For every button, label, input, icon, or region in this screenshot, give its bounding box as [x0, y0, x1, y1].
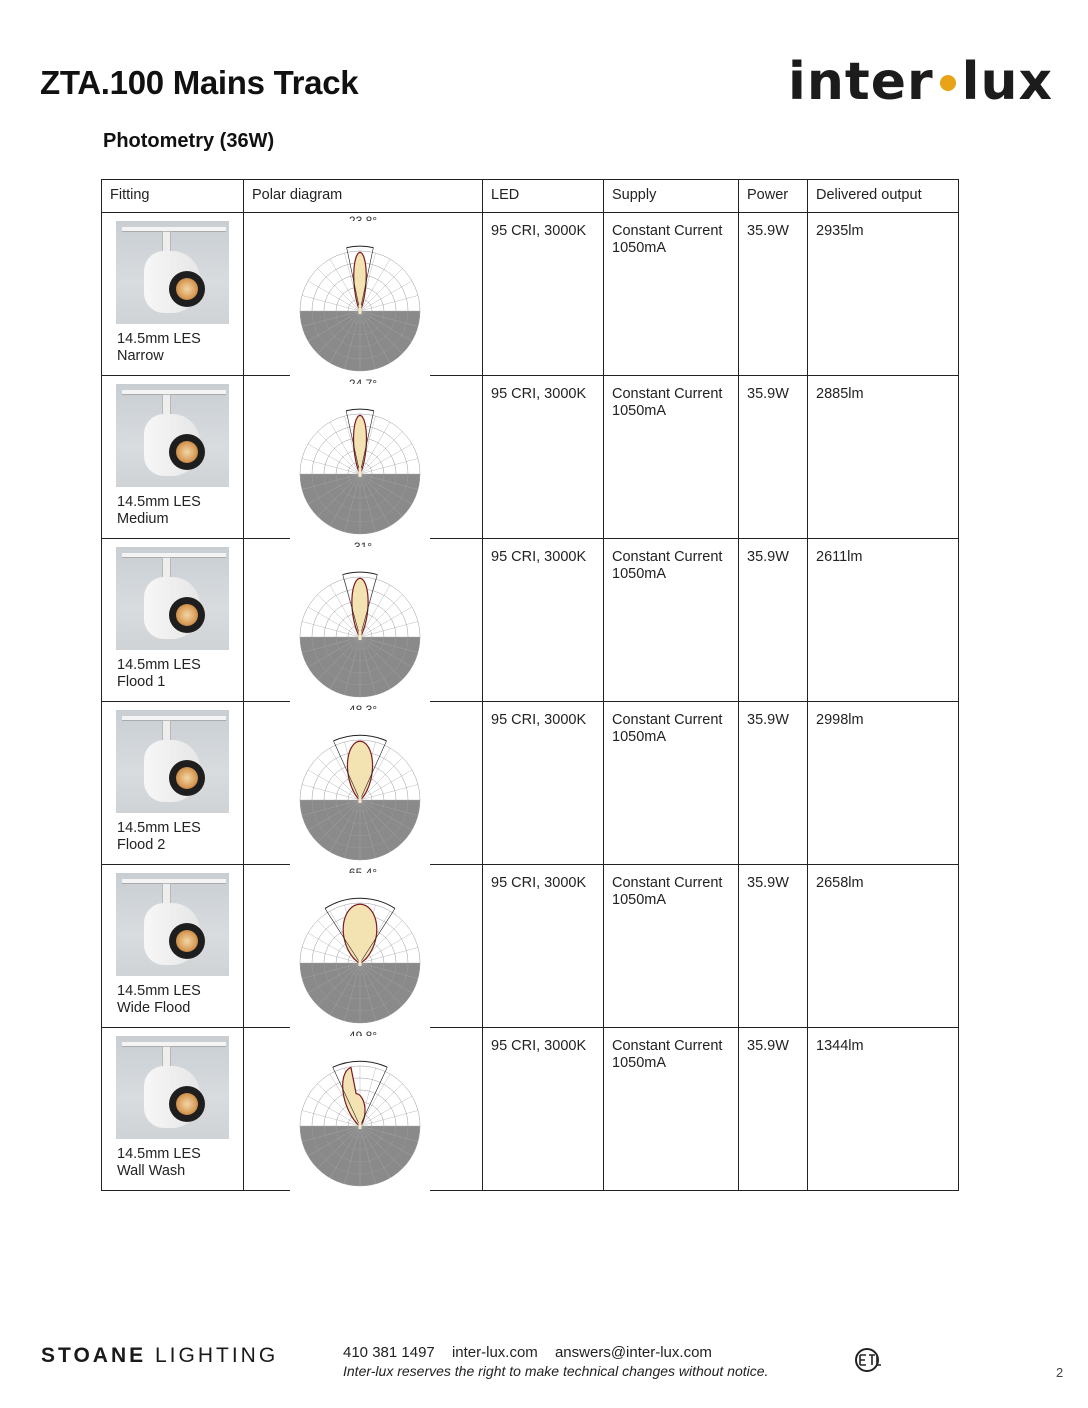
- table-row: [102, 376, 959, 539]
- supply-spec: [604, 1028, 738, 1072]
- polar-diagram: [290, 710, 430, 874]
- fitting-cell: [102, 539, 244, 702]
- brand-light: LIGHTING: [154, 1344, 279, 1367]
- logo-text-left: inter: [788, 52, 934, 112]
- power-value: 35.9W: [747, 875, 789, 891]
- output-value: 1344lm: [816, 1038, 864, 1054]
- polar-cell: [244, 1028, 483, 1191]
- fitting-name: [117, 331, 201, 365]
- brand-bold: STOANE: [41, 1344, 147, 1367]
- fitting-les: 14.5mm LES: [117, 983, 201, 999]
- supply-spec: [604, 213, 738, 257]
- polar-cell: [244, 376, 483, 539]
- fitting-photo: [116, 547, 229, 650]
- fitting-variant: Narrow: [117, 348, 164, 364]
- polar-diagram: [290, 873, 430, 1037]
- page-number: 2: [1056, 1365, 1064, 1380]
- polar-cell: [244, 865, 483, 1028]
- supply-type: Constant Current: [612, 1038, 723, 1054]
- led-spec: 95 CRI, 3000K: [491, 386, 587, 402]
- led-spec: 95 CRI, 3000K: [491, 223, 587, 239]
- fitting-name: [117, 820, 201, 854]
- fitting-les: 14.5mm LES: [117, 657, 201, 673]
- supply-type: Constant Current: [612, 386, 723, 402]
- supply-type: Constant Current: [612, 712, 723, 728]
- supply-type: Constant Current: [612, 549, 723, 565]
- fitting-variant: Wide Flood: [117, 1000, 191, 1016]
- footer-disclaimer: Inter-lux reserves the right to make technical changes without notice.: [343, 1363, 769, 1379]
- polar-cell: [244, 539, 483, 702]
- supply-type: Constant Current: [612, 223, 723, 239]
- power-value: 35.9W: [747, 712, 789, 728]
- led-spec: 95 CRI, 3000K: [491, 549, 587, 565]
- power-value: 35.9W: [747, 1038, 789, 1054]
- output-value: 2885lm: [816, 386, 864, 402]
- fitting-name: [117, 983, 201, 1017]
- footer-email[interactable]: answers@inter-lux.com: [554, 1344, 712, 1361]
- fitting-name: [117, 1146, 201, 1180]
- supply-current: 1050mA: [612, 403, 667, 419]
- fitting-les: 14.5mm LES: [117, 1146, 201, 1162]
- column-header-fitting: Fitting: [102, 180, 244, 213]
- table-row: [102, 1028, 959, 1191]
- output-value: 2658lm: [816, 875, 864, 891]
- fitting-photo: [116, 1036, 229, 1139]
- column-header-supply: Supply: [604, 180, 739, 213]
- footer-website[interactable]: inter-lux.com: [451, 1344, 538, 1361]
- fitting-photo: [116, 221, 229, 324]
- fitting-photo: [116, 384, 229, 487]
- power-value: 35.9W: [747, 223, 789, 239]
- polar-diagram: [290, 384, 430, 548]
- fitting-les: 14.5mm LES: [117, 820, 201, 836]
- fitting-variant: Flood 2: [117, 837, 166, 853]
- supply-current: 1050mA: [612, 892, 667, 908]
- table-row: [102, 702, 959, 865]
- fitting-cell: [102, 213, 244, 376]
- etl-certification-icon: [849, 1347, 885, 1373]
- fitting-cell: [102, 376, 244, 539]
- power-value: 35.9W: [747, 386, 789, 402]
- photometry-table: [101, 179, 959, 1191]
- fitting-name: [117, 657, 201, 691]
- polar-diagram: [290, 547, 430, 711]
- column-header-output: Delivered output: [808, 180, 959, 213]
- supply-spec: [604, 865, 738, 909]
- fitting-cell: [102, 865, 244, 1028]
- led-spec: 95 CRI, 3000K: [491, 875, 587, 891]
- fitting-photo: [116, 710, 229, 813]
- page-title: ZTA.100 Mains Track: [40, 64, 359, 101]
- table-header-row: [102, 180, 959, 213]
- logo-text-right: lux: [961, 52, 1054, 112]
- polar-diagram: [290, 221, 430, 385]
- supply-type: Constant Current: [612, 875, 723, 891]
- fitting-variant: Flood 1: [117, 674, 166, 690]
- supply-spec: [604, 539, 738, 583]
- supply-spec: [604, 702, 738, 746]
- polar-cell: [244, 213, 483, 376]
- fitting-variant: Wall Wash: [117, 1163, 186, 1179]
- supply-spec: [604, 376, 738, 420]
- fitting-variant: Medium: [117, 511, 169, 527]
- fitting-photo: [116, 873, 229, 976]
- power-value: 35.9W: [747, 549, 789, 565]
- supply-current: 1050mA: [612, 566, 667, 582]
- supply-current: 1050mA: [612, 240, 667, 256]
- column-header-power: Power: [739, 180, 808, 213]
- fitting-les: 14.5mm LES: [117, 494, 201, 510]
- logo-dot-icon: [940, 75, 956, 91]
- stoane-lighting-brand: [41, 1344, 278, 1368]
- inter-lux-logo[interactable]: [788, 52, 1053, 112]
- section-subtitle: Photometry (36W): [103, 130, 275, 152]
- fitting-cell: [102, 702, 244, 865]
- table-row: [102, 865, 959, 1028]
- led-spec: 95 CRI, 3000K: [491, 712, 587, 728]
- output-value: 2611lm: [816, 549, 863, 565]
- polar-cell: [244, 702, 483, 865]
- polar-diagram: [290, 1036, 430, 1200]
- footer-phone[interactable]: 410 381 1497: [343, 1344, 435, 1361]
- footer-contact: [343, 1344, 725, 1361]
- column-header-led: LED: [483, 180, 604, 213]
- led-spec: 95 CRI, 3000K: [491, 1038, 587, 1054]
- fitting-cell: [102, 1028, 244, 1191]
- supply-current: 1050mA: [612, 1055, 667, 1071]
- output-value: 2935lm: [816, 223, 864, 239]
- supply-current: 1050mA: [612, 729, 667, 745]
- output-value: 2998lm: [816, 712, 864, 728]
- fitting-les: 14.5mm LES: [117, 331, 201, 347]
- table-row: [102, 539, 959, 702]
- column-header-polar: Polar diagram: [244, 180, 483, 213]
- fitting-name: [117, 494, 201, 528]
- table-row: [102, 213, 959, 376]
